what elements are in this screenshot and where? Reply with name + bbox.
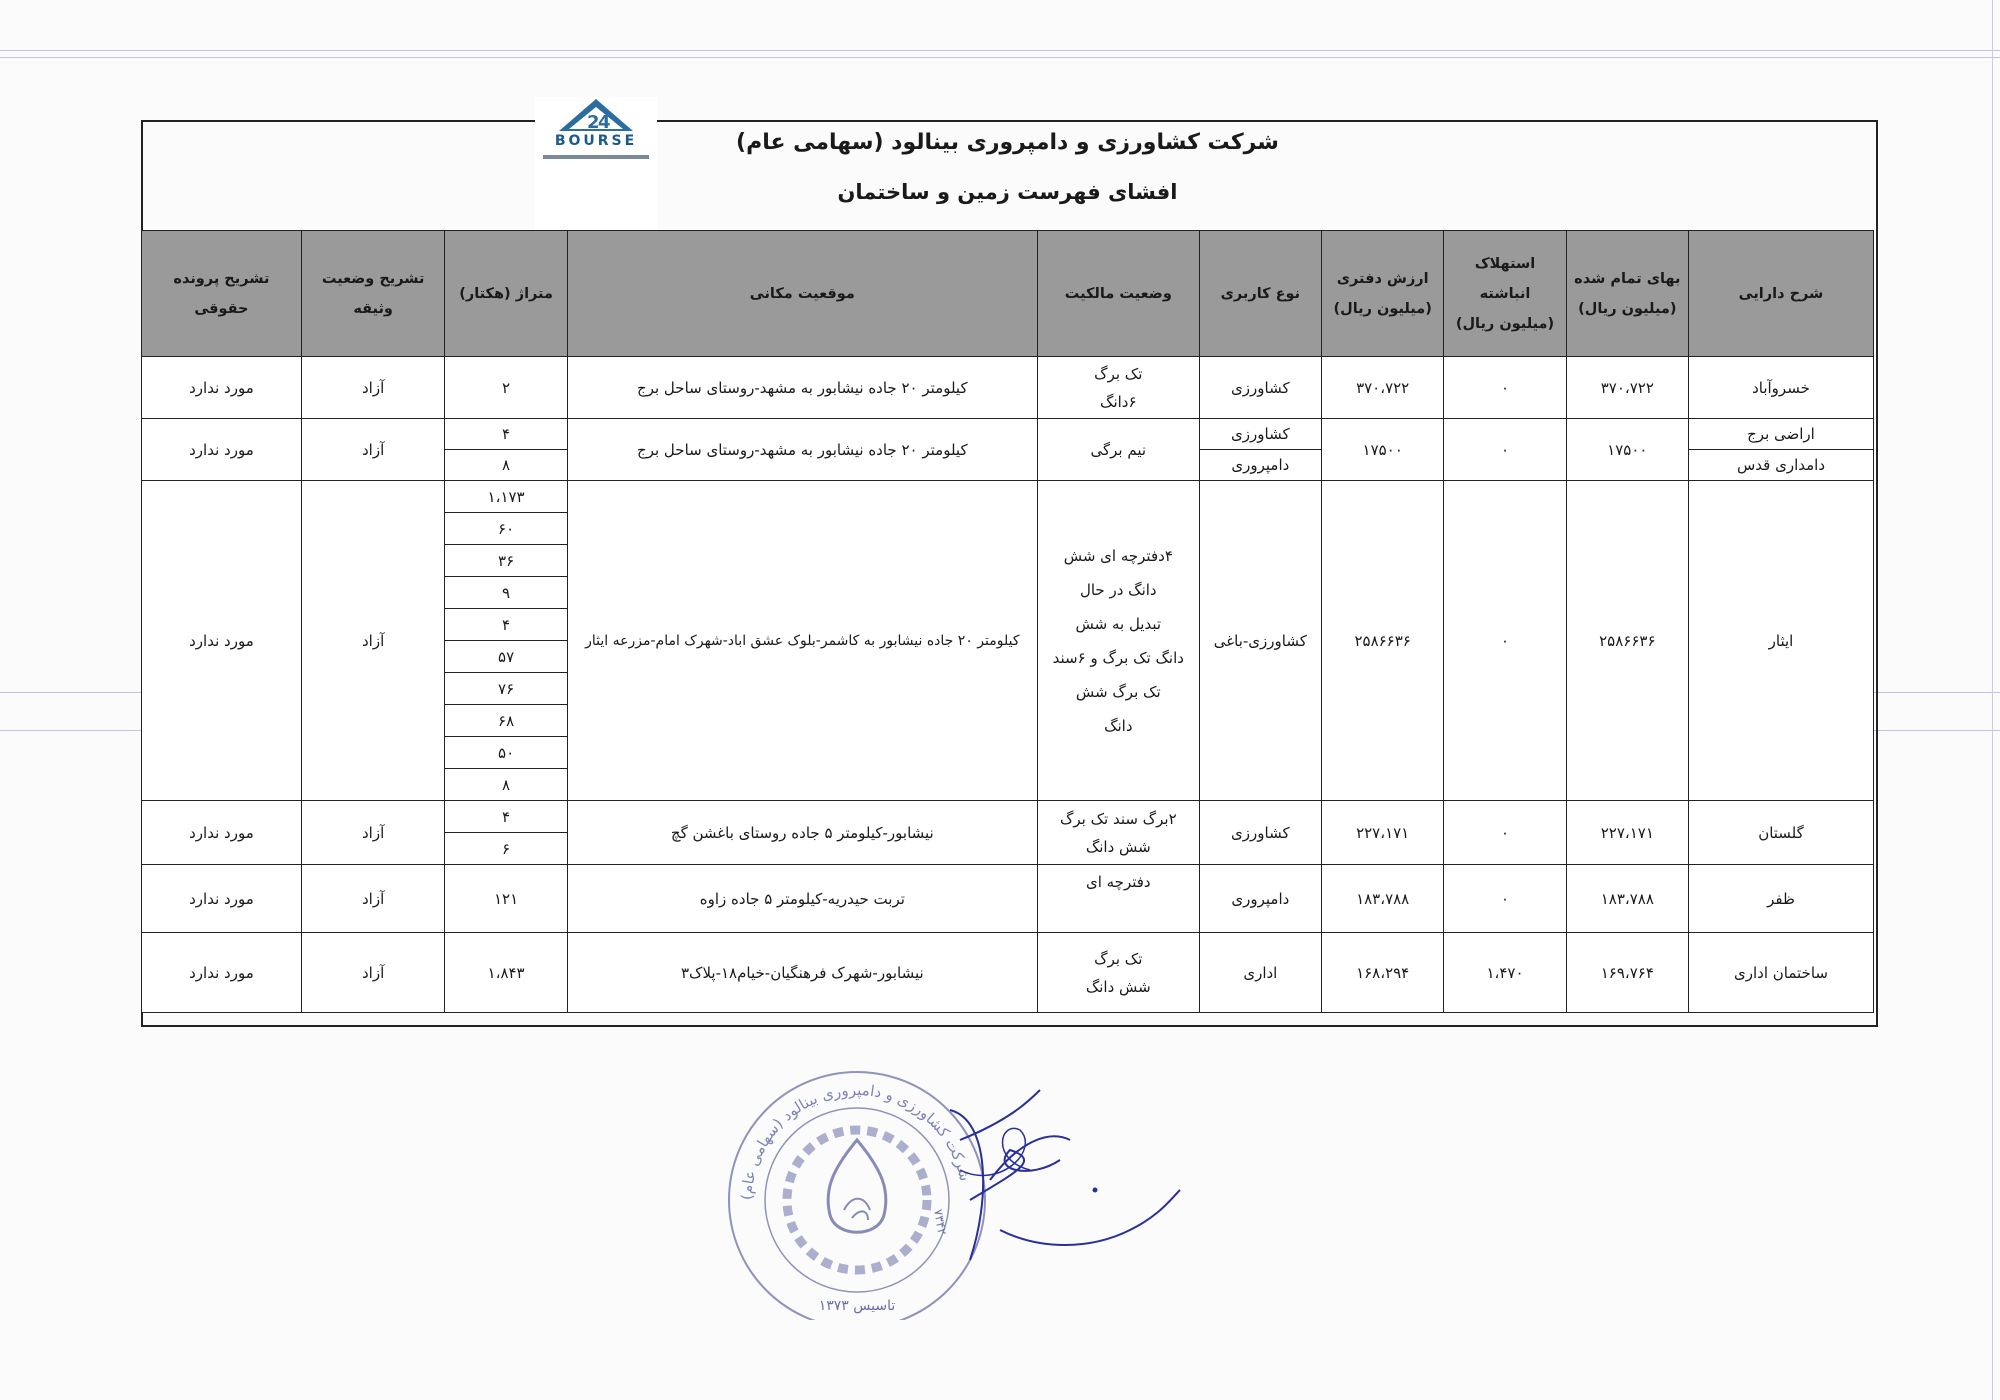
- cell-collateral: آزاد: [301, 801, 445, 865]
- header-legal: تشریح پرونده حقوقی: [142, 231, 302, 357]
- cell-area: ۱،۸۴۳: [445, 933, 567, 1013]
- cell-location: نیشابور-کیلومتر ۵ جاده روستای باغشن گچ: [567, 801, 1037, 865]
- cell-area: ۱،۱۷۳: [445, 481, 567, 513]
- table-row: [142, 481, 1874, 513]
- cell-area: ۸: [445, 769, 567, 801]
- cell-area: ۱۲۱: [445, 865, 567, 933]
- cell-usage: کشاورزی: [1199, 801, 1321, 865]
- cell-ownership: دفترچه ای: [1037, 865, 1199, 933]
- cell-area: ۵۰: [445, 737, 567, 769]
- cell-legal: مورد ندارد: [142, 481, 302, 801]
- cell-location: کیلومتر ۲۰ جاده نیشابور به مشهد-روستای ساحل برج: [567, 357, 1037, 419]
- cell-collateral: آزاد: [301, 933, 445, 1013]
- cell-usage: کشاورزی: [1199, 419, 1321, 450]
- page-title: افشای فهرست زمین و ساختمان: [837, 180, 1178, 204]
- header-depreciation: استهلاک انباشته (میلیون ریال): [1444, 231, 1566, 357]
- signature-icon: [930, 1080, 1230, 1280]
- cell-asset: ایثار: [1688, 481, 1873, 801]
- logo-text: BOURSE: [554, 133, 638, 149]
- seal-year: تاسیس ۱۳۷۳: [818, 1298, 896, 1314]
- cell-ownership: ۴دفترچه ای شش دانگ در حال تبدیل به شش دانگ تک برگ و ۶سند تک برگ شش دانگ: [1037, 481, 1199, 801]
- cell-usage: کشاورزی: [1199, 357, 1321, 419]
- seal-text: شرکت کشاورزی و دامپروری بینالود (سهامی عام): [737, 1080, 975, 1201]
- logo-subtitle-icon: [535, 149, 657, 169]
- table-row: [142, 419, 1874, 450]
- scan-line: [0, 50, 2000, 51]
- cell-cost: ۲۵۸۶۶۳۶: [1566, 481, 1688, 801]
- cell-area: ۶۰: [445, 513, 567, 545]
- cell-asset: ساختمان اداری: [1688, 933, 1873, 1013]
- cell-cost: ۳۷۰،۷۲۲: [1566, 357, 1688, 419]
- cell-legal: مورد ندارد: [142, 933, 302, 1013]
- cell-depreciation: ۰: [1444, 801, 1566, 865]
- cell-legal: مورد ندارد: [142, 801, 302, 865]
- cell-area: ۳۶: [445, 545, 567, 577]
- cell-cost: ۱۶۹،۷۶۴: [1566, 933, 1688, 1013]
- cell-area: ۴: [445, 801, 567, 833]
- cell-legal: مورد ندارد: [142, 865, 302, 933]
- svg-text:4: 4: [598, 112, 611, 133]
- cell-legal: مورد ندارد: [142, 419, 302, 481]
- cell-book-value: ۲۲۷،۱۷۱: [1322, 801, 1444, 865]
- cell-depreciation: ۰: [1444, 865, 1566, 933]
- cell-depreciation: ۱،۴۷۰: [1444, 933, 1566, 1013]
- cell-area: ۴: [445, 609, 567, 641]
- document-header: [141, 120, 1874, 230]
- cell-location: نیشابور-شهرک فرهنگیان-خیام۱۸-پلاک۳: [567, 933, 1037, 1013]
- cell-book-value: ۲۵۸۶۶۳۶: [1322, 481, 1444, 801]
- cell-depreciation: ۰: [1444, 419, 1566, 481]
- cell-usage: اداری: [1199, 933, 1321, 1013]
- header-area: متراژ (هکتار): [445, 231, 567, 357]
- cell-location: تربت حیدریه-کیلومتر ۵ جاده زاوه: [567, 865, 1037, 933]
- cell-location: کیلومتر ۲۰ جاده نیشابور به کاشمر-بلوک عشق اباد-شهرک امام-مزرعه ایثار: [567, 481, 1037, 801]
- cell-asset: اراضی برج: [1688, 419, 1873, 450]
- bourse-logo: [535, 97, 657, 237]
- cell-area: ۴: [445, 419, 567, 450]
- scan-line: [1992, 0, 1993, 1400]
- header-location: موقعیت مکانی: [567, 231, 1037, 357]
- cell-asset: خسروآباد: [1688, 357, 1873, 419]
- cell-asset: گلستان: [1688, 801, 1873, 865]
- cell-legal: مورد ندارد: [142, 357, 302, 419]
- cell-area: ۶۸: [445, 705, 567, 737]
- cell-cost: ۲۲۷،۱۷۱: [1566, 801, 1688, 865]
- seal-number: ۷۳۴۲: [931, 1208, 950, 1236]
- cell-usage: کشاورزی-باغی: [1199, 481, 1321, 801]
- cell-ownership: تک برگ ۶دانگ: [1037, 357, 1199, 419]
- cell-cost: ۱۷۵۰۰: [1566, 419, 1688, 481]
- cell-area: ۹: [445, 577, 567, 609]
- cell-book-value: ۱۶۸،۲۹۴: [1322, 933, 1444, 1013]
- cell-collateral: آزاد: [301, 865, 445, 933]
- cell-cost: ۱۸۳،۷۸۸: [1566, 865, 1688, 933]
- table-row: [142, 933, 1874, 1013]
- cell-usage: دامپروری: [1199, 450, 1321, 481]
- cell-area: ۸: [445, 450, 567, 481]
- land-building-table: [141, 230, 1874, 1013]
- cell-asset: ظفر: [1688, 865, 1873, 933]
- cell-depreciation: ۰: [1444, 357, 1566, 419]
- header-collateral: تشریح وضعیت وثیقه: [301, 231, 445, 357]
- header-usage: نوع کاربری: [1199, 231, 1321, 357]
- cell-asset: دامداری قدس: [1688, 450, 1873, 481]
- header-asset: شرح دارایی: [1688, 231, 1873, 357]
- table-row: [142, 801, 1874, 833]
- cell-area: ۶: [445, 833, 567, 865]
- cell-usage: دامپروری: [1199, 865, 1321, 933]
- cell-book-value: ۳۷۰،۷۲۲: [1322, 357, 1444, 419]
- header-book-value: ارزش دفتری (میلیون ریال): [1322, 231, 1444, 357]
- cell-depreciation: ۰: [1444, 481, 1566, 801]
- table-row: [142, 865, 1874, 933]
- cell-collateral: آزاد: [301, 481, 445, 801]
- cell-book-value: ۱۷۵۰۰: [1322, 419, 1444, 481]
- svg-text:2: 2: [587, 112, 600, 133]
- cell-collateral: آزاد: [301, 419, 445, 481]
- header-ownership: وضعیت مالکیت: [1037, 231, 1199, 357]
- table-row: [142, 357, 1874, 419]
- header-cost: بهای تمام شده (میلیون ریال): [1566, 231, 1688, 357]
- cell-collateral: آزاد: [301, 357, 445, 419]
- scan-line: [0, 57, 2000, 58]
- cell-area: ۵۷: [445, 641, 567, 673]
- cell-ownership: ۲برگ سند تک برگ شش دانگ: [1037, 801, 1199, 865]
- cell-location: کیلومتر ۲۰ جاده نیشابور به مشهد-روستای ساحل برج: [567, 419, 1037, 481]
- cell-area: ۷۶: [445, 673, 567, 705]
- company-title: شرکت کشاورزی و دامپروری بینالود (سهامی عام): [736, 130, 1279, 155]
- cell-ownership: تک برگ شش دانگ: [1037, 933, 1199, 1013]
- table-header-row: [142, 231, 1874, 357]
- cell-area: ۲: [445, 357, 567, 419]
- cell-ownership: نیم برگی: [1037, 419, 1199, 481]
- cell-book-value: ۱۸۳،۷۸۸: [1322, 865, 1444, 933]
